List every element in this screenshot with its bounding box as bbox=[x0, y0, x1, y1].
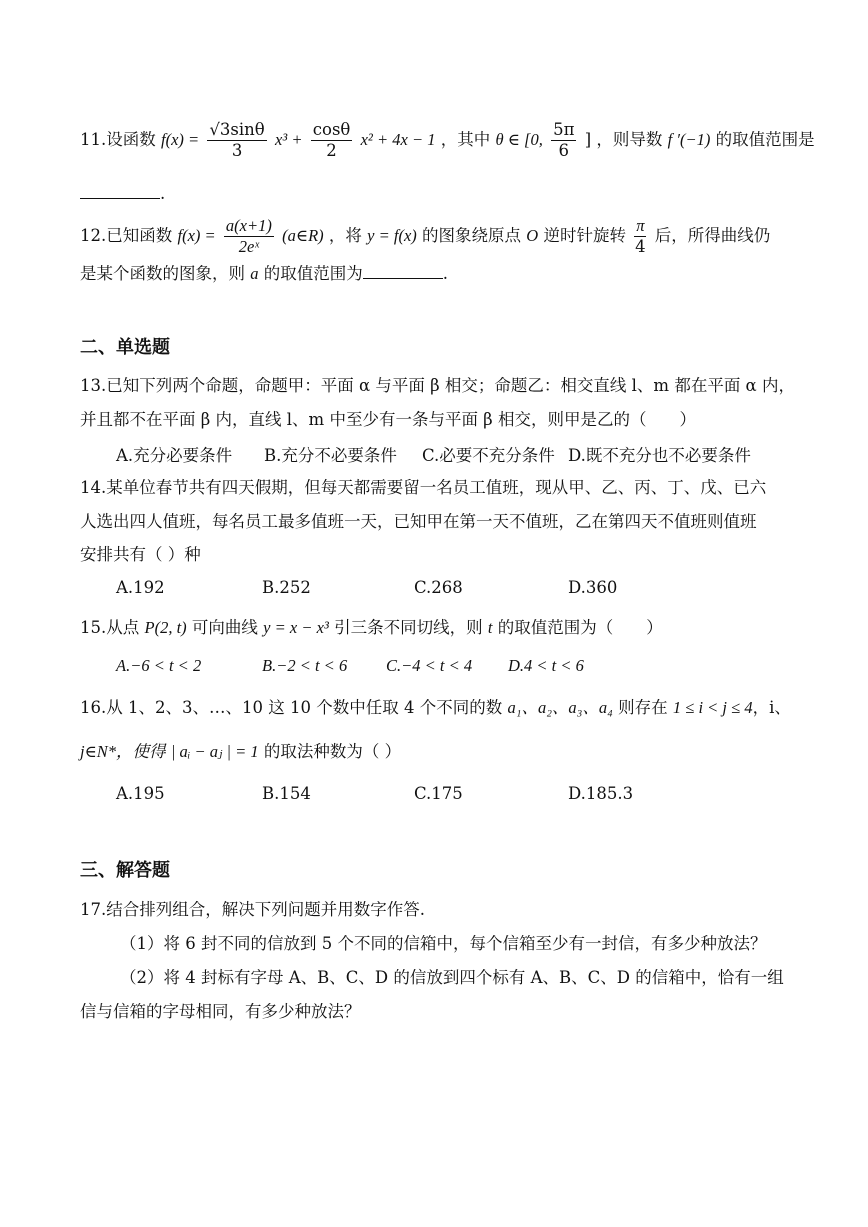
option-b: B.154 bbox=[262, 784, 311, 803]
question-16: 16.从 1、2、3、…、10 这 10 个数中任取 4 个不同的数 a₁、a₂、a₃、a₄ 则存在 1 ≤ i < j ≤ 4，i、 bbox=[80, 698, 791, 717]
fraction: $\frac{a(x+1)}{\text{2eˣ}}$ bbox=[225, 216, 272, 256]
blank-line bbox=[363, 262, 443, 279]
question-17-part2: （2）将 4 封标有字母 A、B、C、D 的信放到四个标有 A、B、C、D 的信箱中，恰有一组 bbox=[120, 968, 784, 987]
question-11: 11.设函数 f(x) = $\frac{√3\sin\theta}{3}$ x³ + $\frac{\cos\theta}{2}$ x² + 4x − 1 ，其中 θ ∈ [0, $\frac{5\pi}{6}$ ] ，则导数 f ′(−1) 的取值范围是 bbox=[80, 120, 815, 160]
fraction: $\frac{√3\sin\theta}{3}$ bbox=[209, 120, 265, 160]
option-a: A.195 bbox=[116, 784, 165, 803]
answer-blank-11: . bbox=[80, 182, 165, 206]
question-17-part1: （1）将 6 封不同的信放到 5 个不同的信箱中，每个信箱至少有一封信，有多少种放法？ bbox=[120, 934, 767, 953]
option-b: B.252 bbox=[262, 578, 311, 597]
question-14: 14.某单位春节共有四天假期，但每天都需要留一名员工值班，现从甲、乙、丙、丁、戊、已六 bbox=[80, 478, 767, 497]
question-17: 17.结合排列组合，解决下列问题并用数字作答. bbox=[80, 900, 425, 919]
question-13: 13.已知下列两个命题，命题甲：平面 α 与平面 β 相交；命题乙：相交直线 l、m 都在平面 α 内， bbox=[80, 376, 795, 395]
fraction: $\frac{\cos\theta}{2}$ bbox=[312, 120, 351, 160]
option-c: C.−4 < t < 4 bbox=[386, 656, 473, 675]
question-15: 15.从点 P(2, t) 可向曲线 y = x − x³ 引三条不同切线，则 t 的取值范围为（ ） bbox=[80, 618, 663, 637]
option-c: C.必要不充分条件 bbox=[422, 446, 555, 465]
question-14-line2: 人选出四人值班，每名员工最多值班一天，已知甲在第一天不值班，乙在第四天不值班则值班 bbox=[80, 512, 757, 531]
question-13-line2: 并且都不在平面 β 内，直线 l、m 中至少有一条与平面 β 相交，则甲是乙的（ ） bbox=[80, 410, 696, 429]
question-16-line2: j∈N*，使得 | aᵢ − aⱼ | = 1 的取法种数为（ ） bbox=[80, 742, 402, 761]
fraction: $\frac{\pi}{4}$ bbox=[635, 216, 646, 256]
question-12-line2: 是某个函数的图象，则 a 的取值范围为 . bbox=[80, 264, 448, 283]
question-14-line3: 安排共有（ ）种 bbox=[80, 545, 201, 564]
option-d: D.360 bbox=[568, 578, 618, 597]
question-17-part2-line2: 信与信箱的字母相同，有多少种放法？ bbox=[80, 1002, 361, 1021]
option-c: C.175 bbox=[414, 784, 463, 803]
blank-line bbox=[80, 182, 160, 199]
question-12: 12.已知函数 f(x) = $\frac{a(x+1)}{\text{2eˣ}}$ (a∈R) ，将 y = f(x) 的图象绕原点 O 逆时针旋转 $\frac{\pi}{4}$ 后，所得曲线仍 bbox=[80, 216, 771, 256]
option-b: B.−2 < t < 6 bbox=[262, 656, 348, 675]
option-d: D.4 < t < 6 bbox=[508, 656, 584, 675]
fraction: $\frac{5\pi}{6}$ bbox=[553, 120, 575, 160]
option-b: B.充分不必要条件 bbox=[264, 446, 397, 465]
section-heading-single-choice: 二、单选题 bbox=[80, 337, 170, 358]
option-d: D.既不充分也不必要条件 bbox=[568, 446, 751, 465]
option-d: D.185.3 bbox=[568, 784, 634, 803]
option-a: A.192 bbox=[116, 578, 165, 597]
option-c: C.268 bbox=[414, 578, 463, 597]
section-heading-free-response: 三、解答题 bbox=[80, 860, 170, 881]
option-a: A.−6 < t < 2 bbox=[116, 656, 202, 675]
option-a: A.充分必要条件 bbox=[116, 446, 233, 465]
